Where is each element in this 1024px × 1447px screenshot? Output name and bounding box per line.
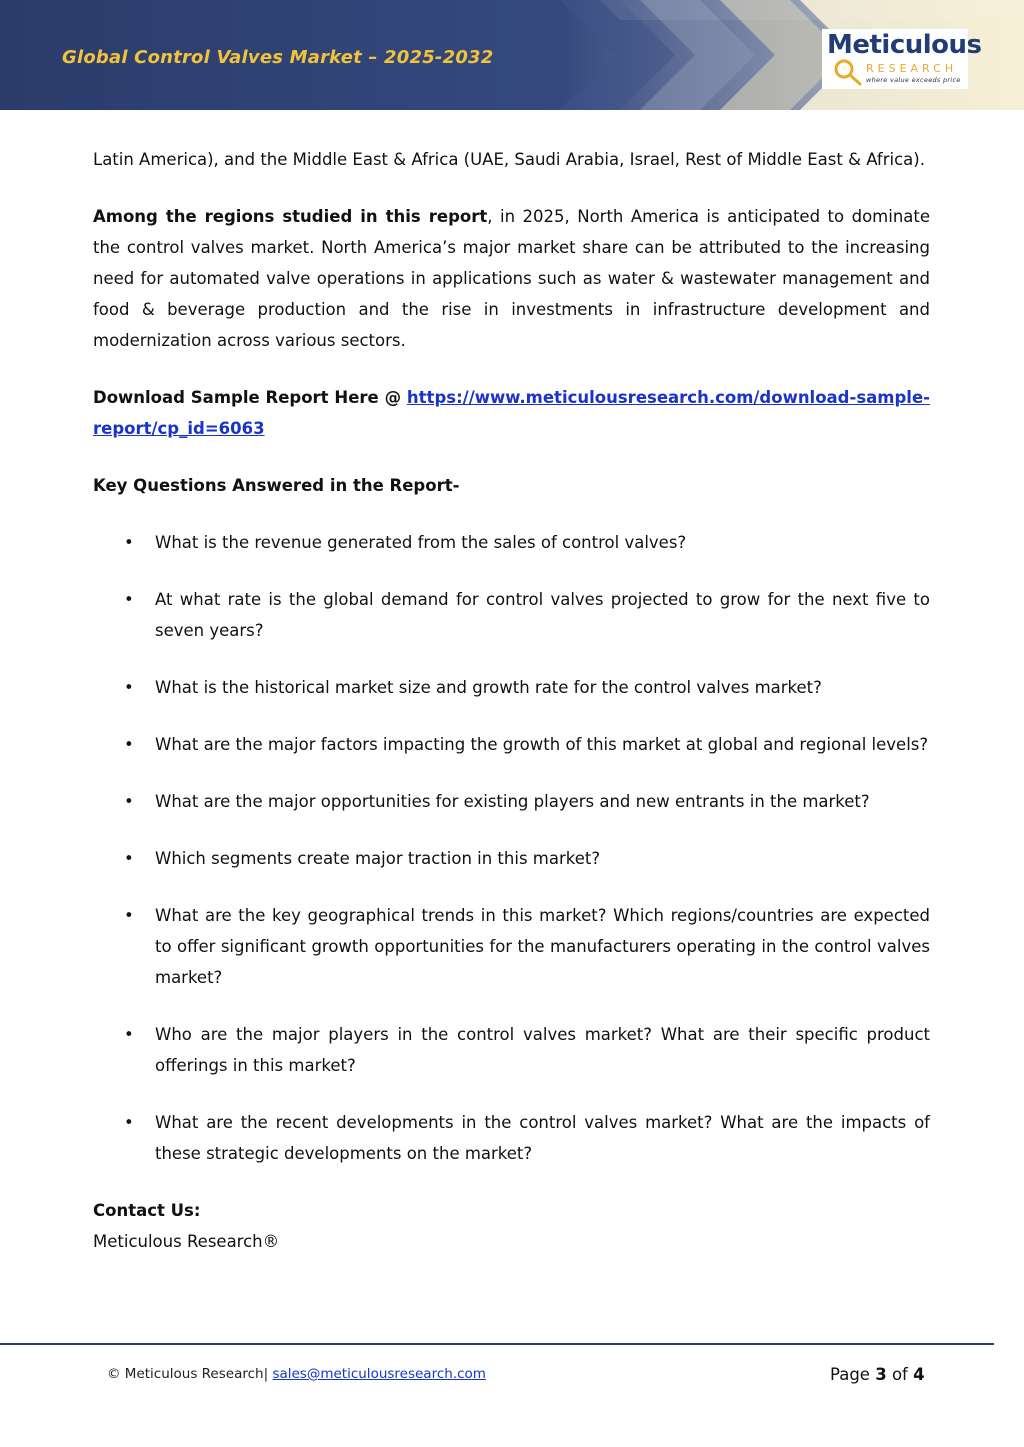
question-text: What are the major opportunities for existing players and new entrants in the market? [155, 792, 870, 811]
logo-magnifier-icon [830, 59, 864, 87]
intro-paragraph: Latin America), and the Middle East & Africa (UAE, Saudi Arabia, Israel, Rest of Middle East & Africa). [93, 150, 925, 169]
bullet-icon: • [124, 678, 134, 697]
key-questions-heading: Key Questions Answered in the Report- [93, 476, 460, 495]
bullet-icon: • [124, 849, 134, 868]
download-sample-link[interactable]: https://www.meticulousresearch.com/download-sample-report/cp_id=6063 [93, 388, 930, 438]
contact-company: Meticulous Research® [93, 1232, 280, 1251]
contact-heading: Contact Us: [93, 1201, 201, 1220]
list-item [93, 786, 930, 817]
question-text: Who are the major players in the control valves market? What are their specific product offerings in this market? [155, 1025, 930, 1075]
logo-tagline: where value exceeds price [866, 76, 961, 84]
regions-text: , in 2025, North America is anticipated to dominate the control valves market. North America’s major market share can be attributed to the increasing need for automated valve operations in applications such as water & wastewater management and food & beverage production and the rise in investments in infrastructure development and modernization across various sectors. [93, 207, 931, 350]
bullet-icon: • [124, 1113, 134, 1132]
question-text: What are the major factors impacting the growth of this market at global and regional levels? [155, 735, 929, 754]
page-header [0, 0, 1024, 110]
list-item [93, 584, 930, 646]
list-item [93, 672, 930, 703]
list-item [93, 1019, 930, 1081]
header-title: Global Control Valves Market – 2025-2032 [62, 47, 494, 68]
bullet-icon: • [124, 792, 134, 811]
list-item [93, 900, 930, 993]
document-body [93, 144, 930, 1257]
page-current: 3 [875, 1365, 887, 1384]
download-paragraph [93, 382, 930, 444]
page-of: of [891, 1365, 908, 1384]
bullet-icon: • [124, 906, 134, 925]
list-item [93, 527, 930, 558]
bullet-icon: • [124, 590, 134, 609]
footer-divider [0, 1343, 994, 1345]
copyright-text: © Meticulous Research| [107, 1366, 269, 1382]
regions-paragraph [93, 201, 930, 356]
download-label: Download Sample Report Here @ [93, 388, 407, 407]
question-text: What are the recent developments in the control valves market? What are the impacts of these strategic developments on the market? [155, 1113, 930, 1163]
footer-email-link[interactable]: sales@meticulousresearch.com [272, 1366, 486, 1382]
question-text: What is the historical market size and growth rate for the control valves market? [155, 678, 822, 697]
bullet-icon: • [124, 1025, 134, 1044]
logo-wordmark: Meticulous [827, 30, 982, 60]
bullet-icon: • [124, 533, 134, 552]
page-word: Page [830, 1365, 870, 1384]
list-item [93, 843, 930, 874]
question-text: What is the revenue generated from the sales of control valves? [155, 533, 687, 552]
regions-bold-lead: Among the regions studied in this report [93, 207, 488, 226]
list-item [93, 729, 930, 760]
company-logo [822, 29, 982, 89]
question-text: At what rate is the global demand for control valves projected to grow for the next five to seven years? [155, 590, 930, 640]
question-text: What are the key geographical trends in this market? Which regions/countries are expected to offer significant growth opportunities for the manufacturers operating in the control valves market? [155, 906, 930, 987]
bullet-icon: • [124, 735, 134, 754]
page-number [830, 1365, 925, 1384]
question-text: Which segments create major traction in this market? [155, 849, 601, 868]
page-total: 4 [913, 1365, 925, 1384]
footer-copyright [107, 1366, 486, 1382]
list-item [93, 1107, 930, 1169]
key-questions-list [93, 527, 930, 1169]
logo-subtitle: RESEARCH [866, 62, 958, 75]
